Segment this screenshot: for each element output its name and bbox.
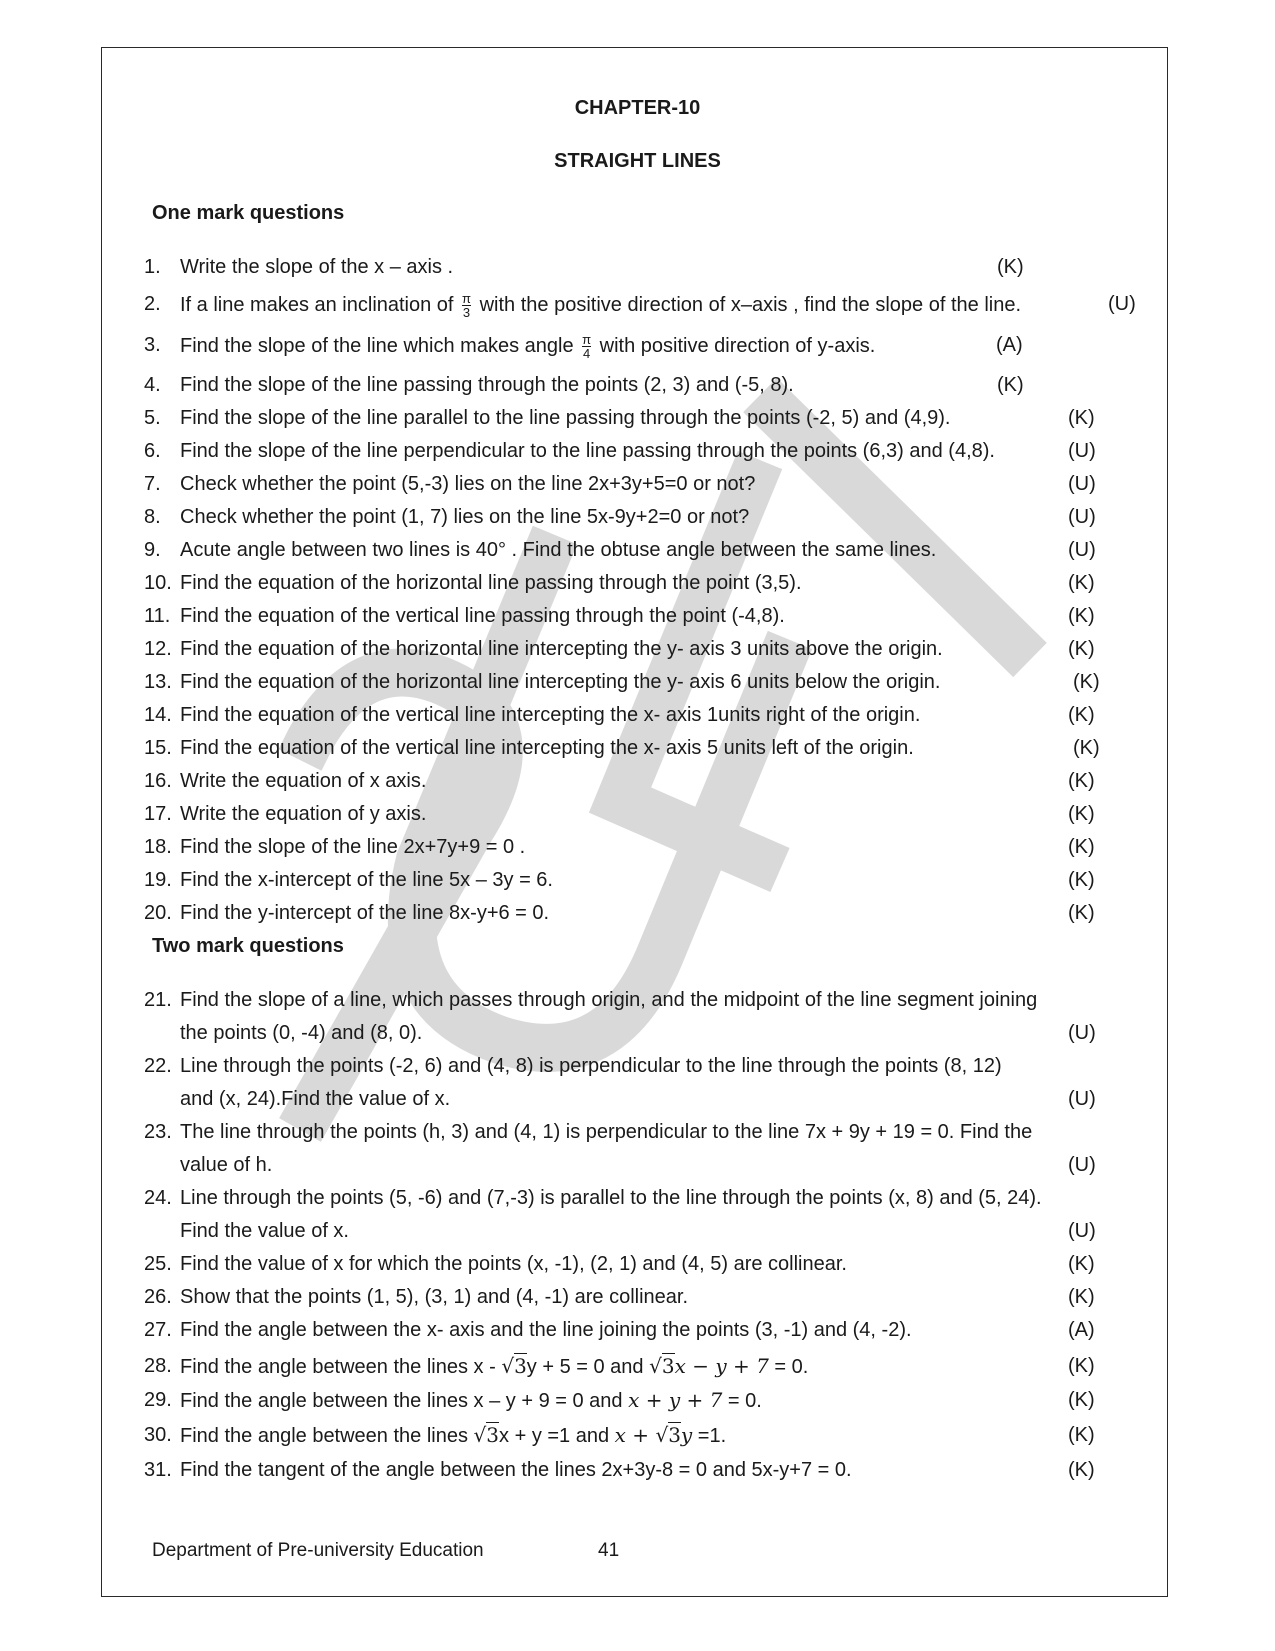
fraction-pi-over-4: $\frac{\pi}{4}$: [582, 332, 592, 361]
page-title: STRAIGHT LINES: [554, 150, 721, 172]
chapter-heading: CHAPTER-10: [574, 97, 701, 119]
section-one-mark: One mark questions: [152, 202, 345, 224]
page-number: 41: [598, 1540, 620, 1561]
section-two-mark: Two mark questions: [152, 935, 344, 957]
footer-department: Department of Pre-university Education: [152, 1540, 484, 1561]
fraction-pi-over-3: $\frac{\pi}{3}$: [462, 291, 472, 320]
sqrt-3: √3: [501, 1354, 527, 1378]
